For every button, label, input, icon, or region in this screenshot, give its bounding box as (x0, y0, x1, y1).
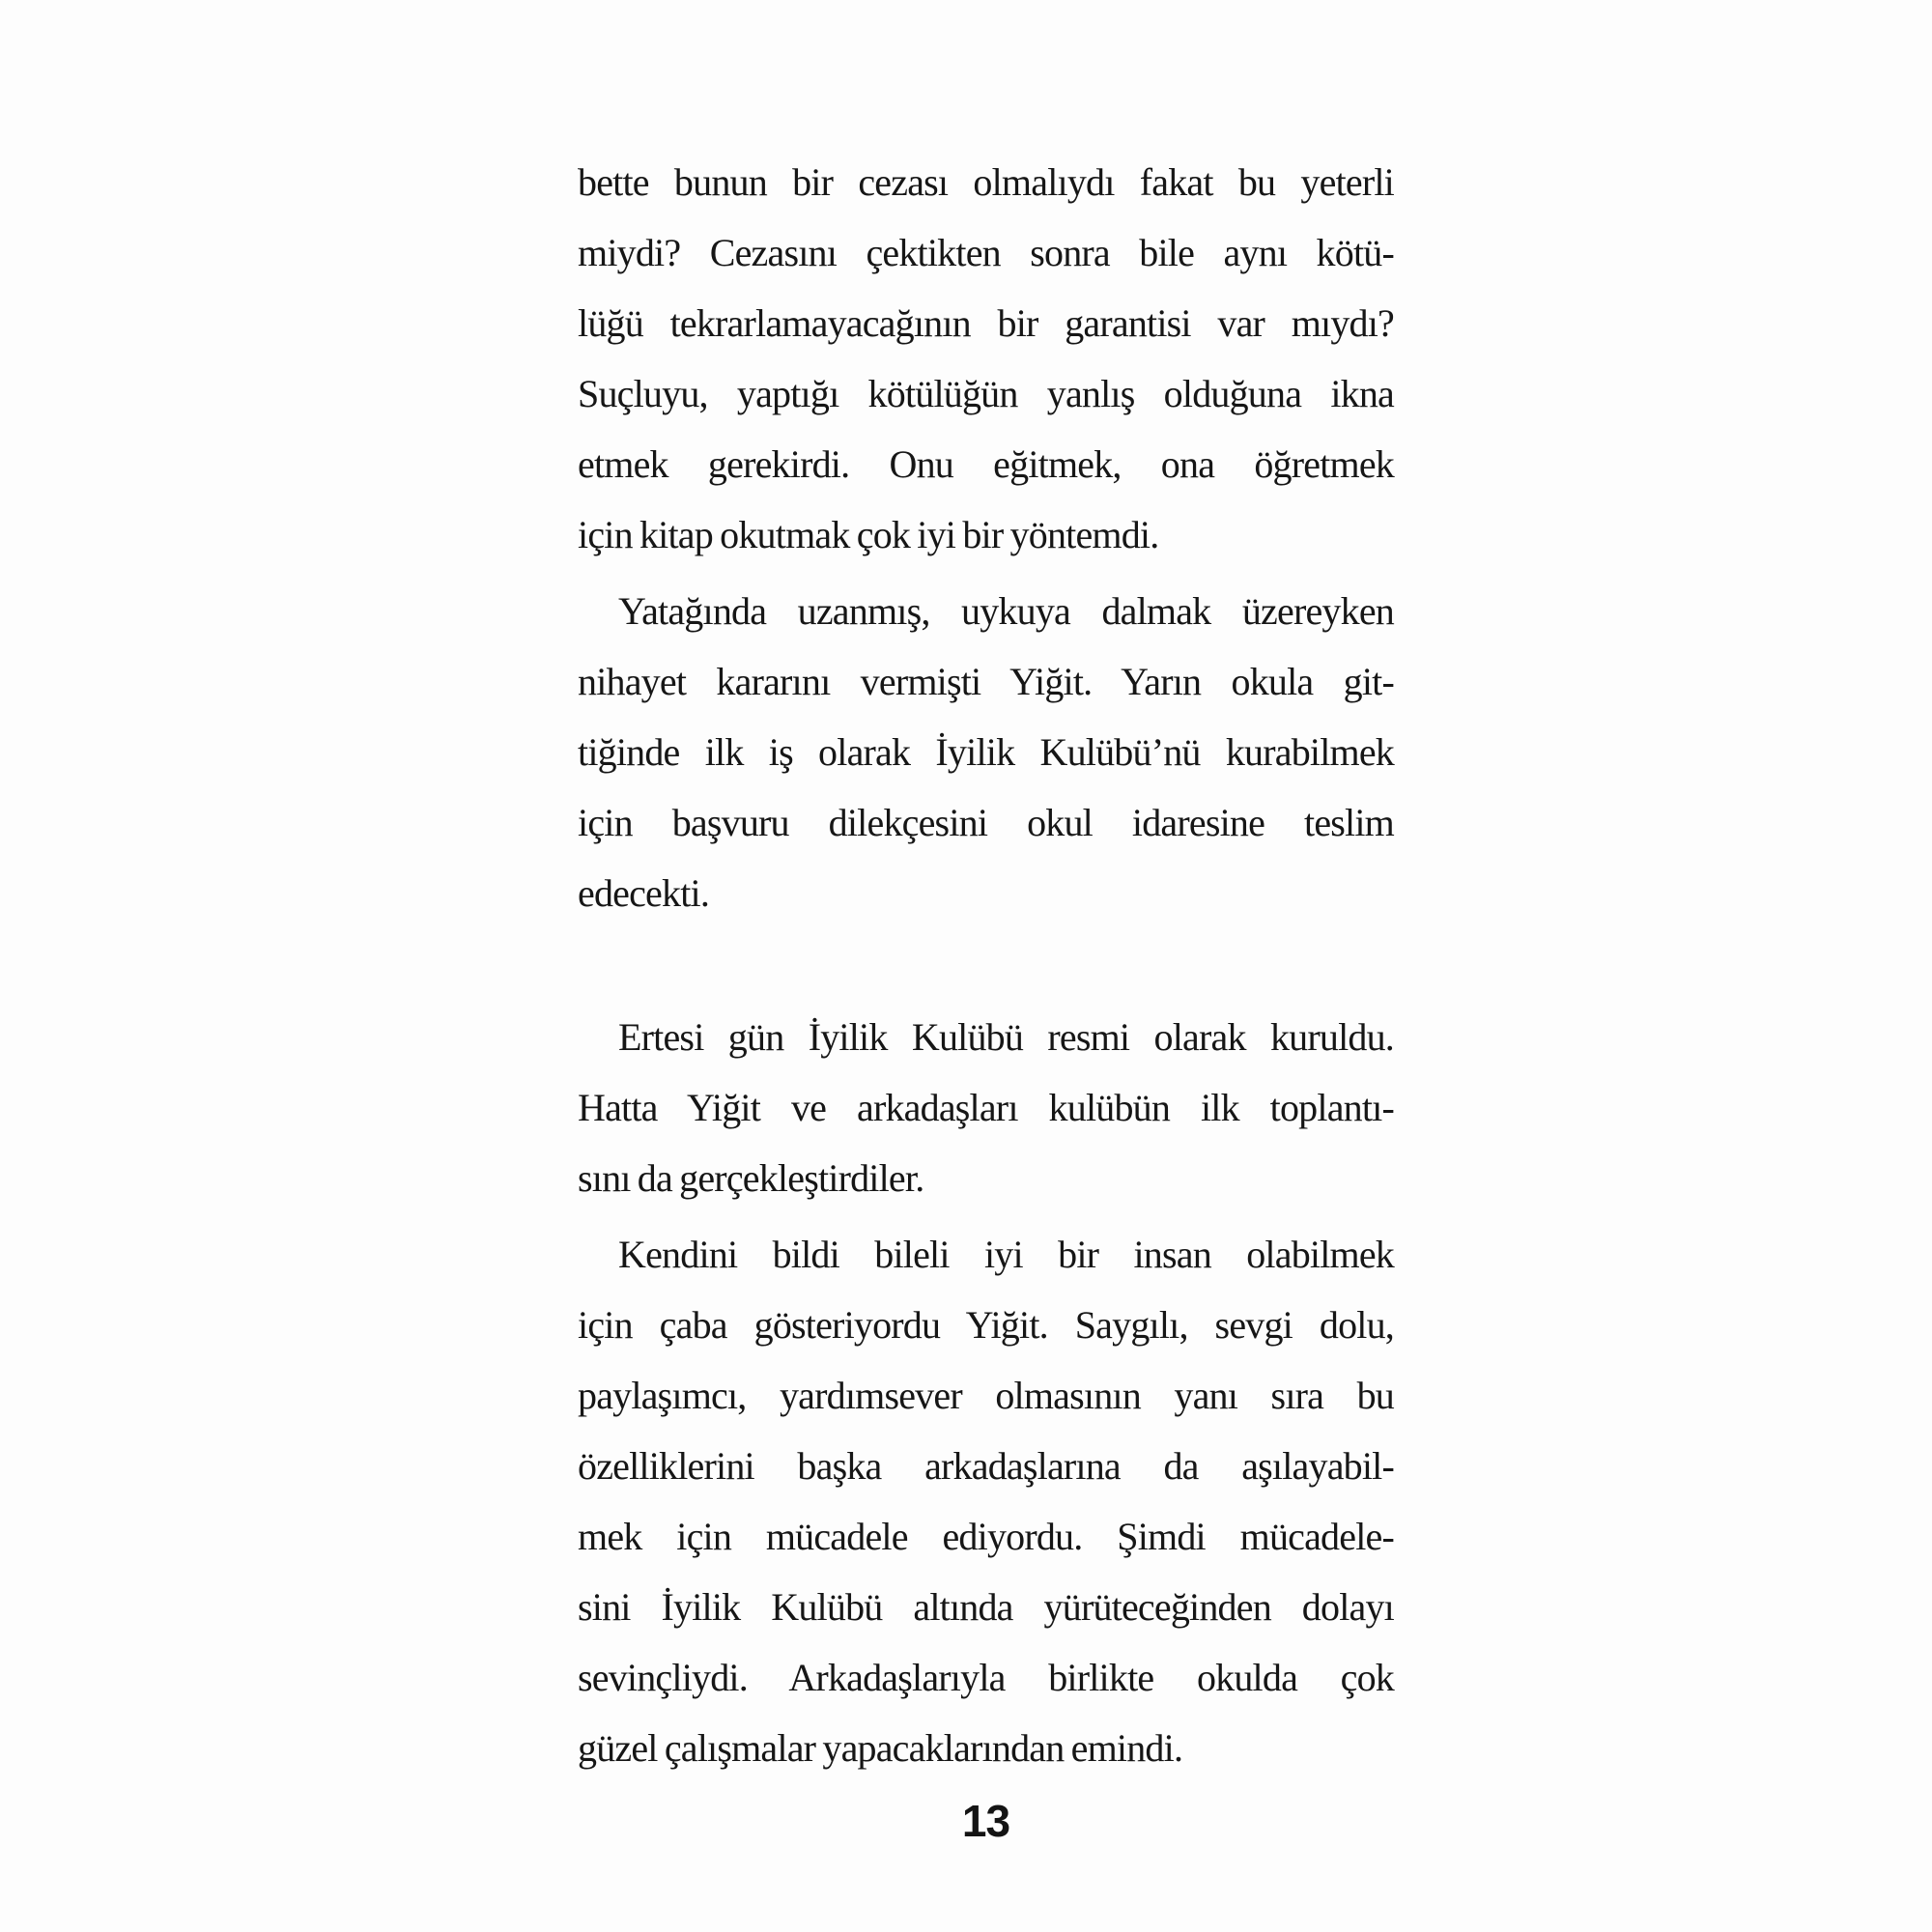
text-line: nihayet kararını vermişti Yiğit. Yarın okula git- (578, 660, 1394, 703)
page-text-block (578, 147, 1394, 1789)
paragraph (578, 576, 1394, 928)
text-line: özelliklerini başka arkadaşlarına da aşılayabil- (578, 1444, 1394, 1488)
text-line: paylaşımcı, yardımsever olmasının yanı sıra bu (578, 1374, 1394, 1417)
text-line: güzel çalışmalar yapacaklarından emindi. (578, 1726, 1183, 1770)
text-line: lüğü tekrarlamayacağının bir garantisi var mıydı? (578, 301, 1394, 345)
text-line: sını da gerçekleştirdiler. (578, 1156, 924, 1200)
text-line: için kitap okutmak çok iyi bir yöntemdi. (578, 513, 1159, 556)
text-line: sini İyilik Kulübü altında yürüteceğinden dolayı (578, 1585, 1394, 1629)
paragraph (578, 1219, 1394, 1783)
text-line: miydi? Cezasını çektikten sonra bile aynı kötü- (578, 231, 1394, 274)
text-line: Yatağında uzanmış, uykuya dalmak üzereyken (618, 589, 1394, 633)
text-line: sevinçliydi. Arkadaşlarıyla birlikte okulda çok (578, 1656, 1394, 1699)
text-line: tiğinde ilk iş olarak İyilik Kulübü’nü kurabilmek (578, 730, 1394, 774)
text-line: Ertesi gün İyilik Kulübü resmi olarak kuruldu. (618, 1015, 1394, 1059)
text-line: Suçluyu, yaptığı kötülüğün yanlış olduğuna ikna (578, 372, 1394, 415)
text-line: için çaba gösteriyordu Yiğit. Saygılı, sevgi dolu, (578, 1303, 1394, 1347)
paragraph (578, 1002, 1394, 1213)
text-line: edecekti. (578, 871, 710, 915)
text-line: Hatta Yiğit ve arkadaşları kulübün ilk toplantı- (578, 1086, 1394, 1129)
text-line: mek için mücadele ediyordu. Şimdi mücadele- (578, 1515, 1394, 1558)
text-line: bette bunun bir cezası olmalıydı fakat bu yeterli (578, 160, 1394, 204)
text-line: için başvuru dilekçesini okul idaresine teslim (578, 801, 1394, 844)
paragraph (578, 147, 1394, 570)
text-line: etmek gerekirdi. Onu eğitmek, ona öğretmek (578, 442, 1394, 486)
text-line: Kendini bildi bileli iyi bir insan olabilmek (618, 1233, 1394, 1276)
page-number: 13 (961, 1796, 1010, 1846)
